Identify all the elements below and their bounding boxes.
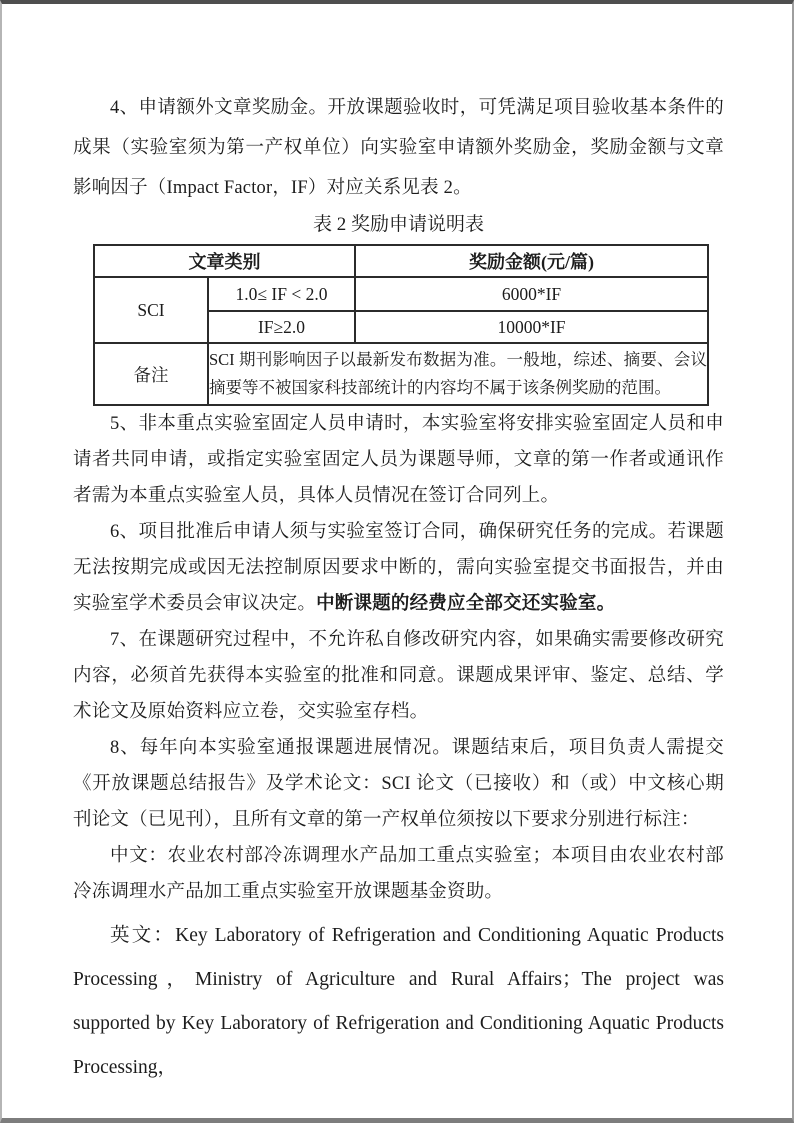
paragraph-contract-text: 6、项目批准后申请人须与实验室签订合同，确保研究任务的完成。若课题无法按期完成或因无法控制原因要求中断的，需向实验室提交书面报告，并由实验室学术委员会审议决定。 xyxy=(73,522,724,614)
document-content xyxy=(73,88,724,1090)
cell-note-label: 备注 xyxy=(94,343,208,405)
cell-note-text: SCI 期刊影响因子以最新发布数据为准。一般地，综述、摘要、会议摘要等不被国家科技部统计的内容均不属于该条例奖励的范围。 xyxy=(208,343,708,405)
header-article-category: 文章类别 xyxy=(94,245,355,277)
table-header-row xyxy=(94,245,708,277)
paragraph-contract xyxy=(73,514,724,622)
paragraph-non-fixed-staff: 5、非本重点实验室固定人员申请时，本实验室将安排实验室固定人员和申请者共同申请，或指定实验室固定人员为课题导师，文章的第一作者或通讯作者需为本重点实验室人员，具体人员情况在签订合同列上。 xyxy=(73,414,724,506)
cell-sci-amount-2: 10000*IF xyxy=(355,311,708,343)
cell-sci-condition-1: 1.0≤ IF < 2.0 xyxy=(208,277,355,311)
reward-table xyxy=(93,244,709,406)
cell-sci-label: SCI xyxy=(94,277,208,343)
cell-sci-amount-1: 6000*IF xyxy=(355,277,708,311)
table-row-note xyxy=(94,343,708,405)
cell-sci-condition-2: IF≥2.0 xyxy=(208,311,355,343)
header-reward-amount: 奖励金额(元/篇) xyxy=(355,245,708,277)
paragraph-annual-report: 8、每年向本实验室通报课题进展情况。课题结束后，项目负责人需提交《开放课题总结报告》及学术论文：SCI 论文（已接收）和（或）中文核心期刊论文（已见刊），且所有文章的第一产权单位须按以下要求分别进行标注： xyxy=(73,738,724,830)
table-caption: 表 2 奖励申请说明表 xyxy=(312,214,484,235)
paragraph-research-content: 7、在课题研究过程中，不允许私自修改研究内容，如果确实需要修改研究内容，必须首先获得本实验室的批准和同意。课题成果评审、鉴定、总结、学术论文及原始资料应立卷，交实验室存档。 xyxy=(73,630,724,722)
table-row-sci-1 xyxy=(94,277,708,311)
paragraph-contract-bold: 中断课题的经费应全部交还实验室。 xyxy=(316,594,616,614)
paragraph-english-affiliation: 英文：Key Laboratory of Refrigeration and Conditioning Aquatic Products Processing，Ministry of Agriculture and Rural Affairs；The project was supported by Key Laboratory of Refrigeration and Conditioning Aquatic Products Processing， xyxy=(73,925,724,1078)
paragraph-reward-application: 4、申请额外文章奖励金。开放课题验收时，可凭满足项目验收基本条件的成果（实验室须为第一产权单位）向实验室申请额外奖励金，奖励金额与文章影响因子（Impact Factor，IF）对应关系见表 2。 xyxy=(73,98,724,198)
paragraph-chinese-affiliation: 中文：农业农村部冷冻调理水产品加工重点实验室；本项目由农业农村部冷冻调理水产品加工重点实验室开放课题基金资助。 xyxy=(73,846,724,902)
